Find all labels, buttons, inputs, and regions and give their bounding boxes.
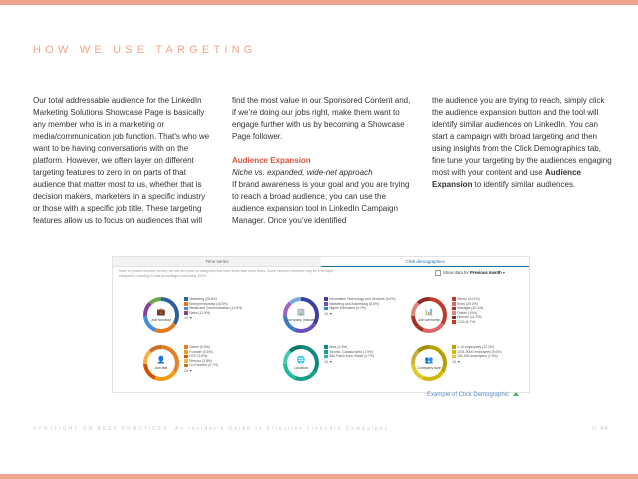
legend-text: Area (2.4%) — [329, 345, 348, 349]
legend-text: Founder (5.6%) — [189, 349, 213, 354]
legend-text: Co-Founder (2.7%) — [189, 363, 219, 368]
donut-label: Location — [293, 366, 309, 370]
legend-text: Toronto, Canada Area (1.9%) — [329, 349, 374, 354]
legend-swatch — [452, 316, 456, 320]
legend-swatch — [324, 350, 328, 354]
subheading: Audience Expansion — [232, 156, 311, 165]
legend-swatch — [184, 350, 188, 354]
show-more-toggle[interactable]: 10 ▼ — [184, 368, 193, 373]
legend-text: Director (11.2%) — [457, 315, 482, 320]
bottom-accent-bar — [0, 474, 638, 479]
chart-icon: 📊 — [424, 309, 434, 316]
legend-swatch — [452, 311, 456, 315]
top-accent-bar — [0, 0, 638, 5]
globe-icon: 🌐 — [296, 357, 306, 364]
legend-text: São Paulo Area, Brazil (1.7%) — [329, 354, 374, 359]
donut-chart — [409, 343, 449, 383]
legend-swatch — [324, 297, 328, 301]
paragraph: the audience you are trying to reach, simply click the audience expansion button and the tool will identify similar audiences on LinkedIn. You can start a campaign with broad targeting and then using insights from the Click Demographics tab, fine tune your targeting by the audiences engaging most with your content and use Audience Expansion to identify similar audiences. — [432, 96, 612, 189]
legend-item — [324, 306, 384, 311]
show-data-control[interactable]: Show data for Previous month ▾ — [435, 270, 505, 276]
footer-text: SPOTLIGHT ON BEST PRACTICES: An Insider’s Guide to Effective LinkedIn Campaigns — [33, 426, 389, 432]
donut-chart — [141, 295, 181, 335]
donut-label: Company size — [416, 366, 442, 370]
show-more-toggle[interactable]: 10 ▼ — [324, 311, 333, 316]
section-title: HOW WE USE TARGETING — [33, 44, 257, 56]
figure-caption: Example of Click Demographic — [427, 392, 519, 398]
donut-label: Company industry — [285, 318, 317, 322]
privacy-note: Note: to protect member privacy, we will not report on categories that have fewer than three clicks. Some LinkedIn members may be in multiple categories, resulting in total percentages exceeding 100%. — [119, 269, 334, 278]
demographic-cell — [409, 295, 509, 347]
legend-swatch — [184, 302, 188, 306]
legend-item — [324, 354, 384, 359]
tab-bar — [113, 257, 529, 267]
legend-item — [184, 363, 244, 368]
legend-text: Marketing (25.6%) — [189, 297, 217, 301]
demographic-cell — [281, 295, 396, 347]
legend-swatch — [452, 297, 456, 301]
show-more-toggle[interactable]: 10 ▼ — [452, 359, 461, 364]
legend-swatch — [452, 355, 456, 359]
subheading-italic: Niche vs. expanded, wide-net approach — [232, 168, 373, 177]
legend — [452, 297, 512, 325]
legend-swatch — [184, 355, 188, 359]
legend-swatch — [452, 350, 456, 354]
legend-item — [452, 320, 512, 325]
people-icon: 👥 — [424, 357, 434, 364]
donut-label: Job title — [154, 366, 168, 370]
legend-text: Entry (20.2%) — [457, 301, 478, 306]
legend-swatch — [452, 302, 456, 306]
chevron-down-icon: ▾ — [502, 270, 505, 276]
briefcase-icon: 💼 — [156, 309, 166, 316]
legend-text: Information Technology and Services (9.4%) — [329, 297, 396, 301]
show-more-toggle[interactable]: 10 ▼ — [184, 316, 193, 321]
page-number: // 44 — [592, 426, 609, 432]
legend-text: Marketing and Advertising (8.6%) — [329, 301, 380, 306]
triangle-icon — [513, 392, 519, 396]
legend-swatch — [184, 364, 188, 368]
demographic-cell — [281, 343, 381, 395]
legend-swatch — [184, 345, 188, 349]
donut-chart — [409, 295, 449, 335]
legend-text: Media and Communication (14.8%) — [189, 306, 243, 311]
click-demographics-panel — [112, 256, 530, 393]
legend-item — [184, 311, 244, 316]
paragraph: If brand awareness is your goal and you are trying to reach a broad audience, you can use the audience expansion tool in LinkedIn Campaign Manager. Once you’ve identified — [232, 180, 410, 225]
tab-click-demographics[interactable]: Click demographics — [321, 257, 529, 267]
legend-text: 1-10 employees (12.2%) — [457, 345, 495, 349]
paragraph: find the most value in our Sponsored Content and, if we’re doing our jobs right, make them want to engage further with us by becoming a Showcase Page follower. — [232, 96, 411, 141]
legend-swatch — [452, 345, 456, 349]
legend-text: CXO (6.7%) — [457, 319, 476, 324]
donut-chart — [141, 343, 181, 383]
legend — [184, 297, 244, 320]
legend-text: 1001-5000 employees (9.6%) — [457, 349, 502, 354]
person-icon: 👤 — [156, 357, 166, 364]
bold-term: Audience Expansion — [432, 168, 581, 189]
legend-swatch — [324, 307, 328, 311]
legend-swatch — [324, 355, 328, 359]
donut-label: Job seniority — [418, 318, 440, 322]
demographic-cell — [141, 343, 241, 395]
legend-swatch — [184, 359, 188, 363]
legend-text: Director (2.8%) — [189, 358, 212, 363]
period-select[interactable]: Previous month — [470, 270, 502, 276]
donut-label: Job function — [150, 318, 172, 322]
donut-chart — [281, 343, 321, 383]
legend-text: Owner (5.8%) — [189, 345, 211, 349]
checkbox[interactable] — [435, 270, 441, 276]
legend-text: Owner (10%) — [457, 310, 478, 315]
body-column-1 — [33, 95, 213, 227]
legend — [184, 345, 244, 373]
legend-swatch — [184, 311, 188, 315]
legend-swatch — [324, 345, 328, 349]
donut-chart — [281, 295, 321, 335]
legend — [324, 297, 396, 316]
tab-time-series[interactable]: Time series — [113, 257, 321, 266]
legend-text: CEO (3.8%) — [189, 354, 208, 359]
legend-text: 201-500 employees (7.4%) — [457, 354, 498, 359]
legend-text: Manager (20.1%) — [457, 306, 484, 311]
legend — [324, 345, 384, 364]
legend-swatch — [324, 302, 328, 306]
show-more-toggle[interactable]: 10 ▼ — [324, 359, 333, 364]
legend-text: Higher Education (4.7%) — [329, 306, 367, 311]
body-column-3 — [432, 95, 612, 191]
legend-text: Sales (11.9%) — [189, 310, 211, 315]
legend — [452, 345, 512, 364]
legend-swatch — [452, 320, 456, 324]
demographic-cell — [409, 343, 509, 395]
legend-swatch — [452, 307, 456, 311]
body-column-2 — [232, 95, 412, 227]
paragraph: Our total addressable audience for the LinkedIn Marketing Solutions Showcase Page is basically any member who is in a marketing or media/communication job function. That’s who we want to be having conversations with on the platform. However, we often layer on different targeting features to zero in on parts of that audience that matter most to us, whether that is decision makers, marketers in a specific industry or those with a specific job title. These targeting features allow us to focus on audiences that will — [33, 96, 210, 225]
building-icon: 🏢 — [296, 309, 306, 316]
demographic-cell — [141, 295, 241, 347]
legend-item — [452, 354, 512, 359]
legend-text: Senior (24.1%) — [457, 297, 480, 301]
legend-text: Entrepreneurship (15.5%) — [189, 301, 228, 306]
legend-swatch — [184, 307, 188, 311]
legend-swatch — [184, 297, 188, 301]
